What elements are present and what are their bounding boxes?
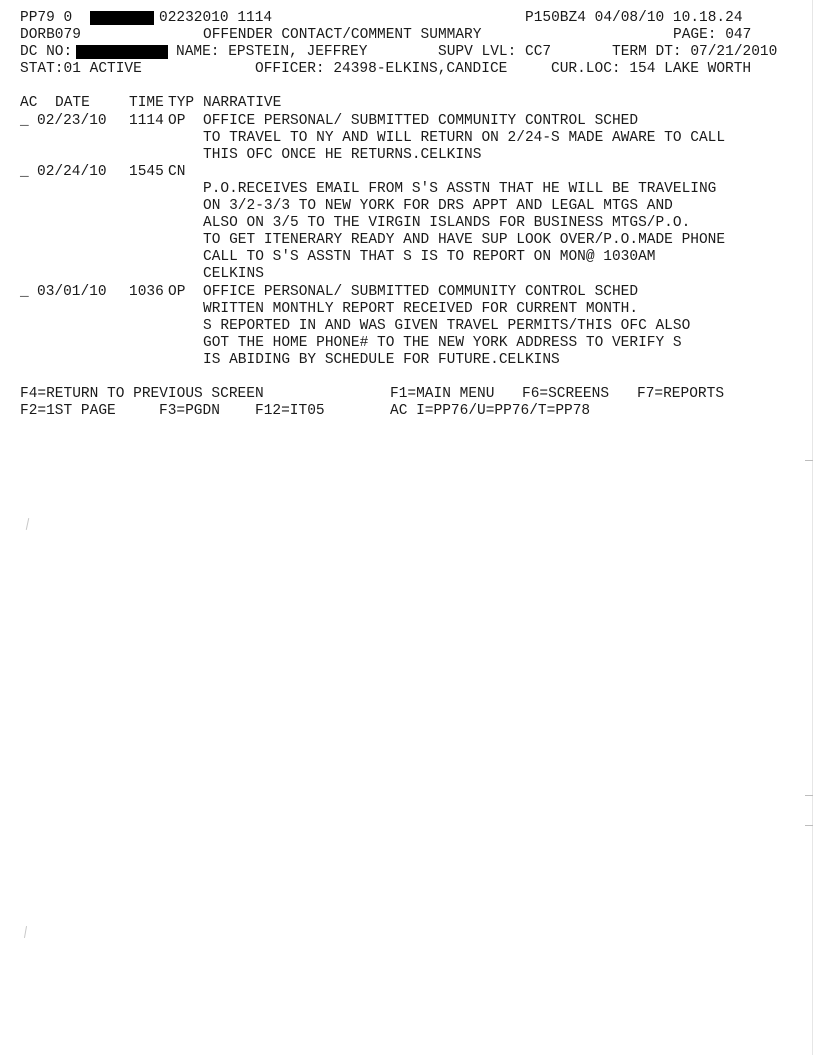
f12-it05-key[interactable]: F12=IT05: [255, 403, 325, 420]
narrative-line: IS ABIDING BY SCHEDULE FOR FUTURE.CELKINS: [203, 351, 560, 368]
narrative-line: TO TRAVEL TO NY AND WILL RETURN ON 2/24-S MADE AWARE TO CALL: [203, 129, 726, 146]
narrative-continuation: [20, 318, 800, 335]
current-location: CUR.LOC: 154 LAKE WORTH: [551, 61, 752, 78]
dc-number-label: DC NO:: [20, 44, 73, 61]
page-edge-tick: [805, 825, 813, 826]
entry-time: 1114: [129, 112, 164, 129]
f1-main-menu-key[interactable]: F1=MAIN MENU: [390, 386, 495, 403]
page-edge: [812, 0, 816, 1055]
f6-screens-key[interactable]: F6=SCREENS: [522, 386, 610, 403]
header-line-3: [20, 44, 800, 61]
narrative-continuation: [20, 232, 800, 249]
column-headers: [20, 95, 800, 112]
narrative-continuation: [20, 352, 800, 369]
job-datetime: P150BZ4 04/08/10 10.18.24: [525, 10, 743, 26]
entry-date: 02/24/10: [37, 163, 107, 180]
entry-type: CN: [168, 163, 186, 180]
action-code-field[interactable]: _: [20, 283, 29, 300]
action-code-field[interactable]: _: [20, 163, 29, 180]
screen-title: OFFENDER CONTACT/COMMENT SUMMARY: [203, 27, 482, 44]
narrative-line: S REPORTED IN AND WAS GIVEN TRAVEL PERMITS/THIS OFC ALSO: [203, 317, 691, 334]
header-line-4: [20, 61, 800, 78]
program-id: DORB079: [20, 27, 81, 44]
narrative-line: ALSO ON 3/5 TO THE VIRGIN ISLANDS FOR BUSINESS MTGS/P.O.: [203, 215, 691, 232]
narrative-continuation: [20, 198, 800, 215]
redaction-bar: [76, 45, 168, 59]
narrative-line: ON 3/2-3/3 TO NEW YORK FOR DRS APPT AND LEGAL MTGS AND: [203, 198, 673, 215]
narrative-continuation: [20, 181, 800, 198]
narrative-continuation: [20, 215, 800, 232]
entry-type: OP: [168, 112, 186, 129]
page-number: PAGE: 047: [673, 27, 752, 44]
f3-page-down-key[interactable]: F3=PGDN: [159, 403, 220, 420]
narrative-continuation: [20, 301, 800, 318]
action-code-legend: AC I=PP76/U=PP76/T=PP78: [390, 403, 591, 420]
scan-mark: [26, 518, 29, 530]
scan-mark: [24, 926, 27, 938]
narrative-continuation: [20, 266, 800, 283]
offender-name: NAME: EPSTEIN, JEFFREY: [176, 44, 368, 61]
column-header-date: DATE: [55, 95, 90, 112]
narrative-line: GOT THE HOME PHONE# TO THE NEW YORK ADDRESS TO VERIFY S: [203, 334, 682, 351]
narrative-line: WRITTEN MONTHLY REPORT RECEIVED FOR CURRENT MONTH.: [203, 300, 639, 317]
narrative-line: THIS OFC ONCE HE RETURNS.CELKINS: [203, 146, 482, 163]
page-edge-tick: [805, 795, 813, 796]
record-id: 02232010 1114: [159, 10, 273, 26]
screen-id: PP79 0: [20, 10, 73, 26]
termination-date: TERM DT: 07/21/2010: [612, 44, 778, 61]
narrative-line: OFFICE PERSONAL/ SUBMITTED COMMUNITY CONTROL SCHED: [203, 112, 639, 129]
column-header-narrative: NARRATIVE: [203, 95, 282, 112]
f7-reports-key[interactable]: F7=REPORTS: [637, 386, 725, 403]
function-keys-line-2: [20, 403, 800, 420]
action-code-field[interactable]: _: [20, 112, 29, 129]
entry-type: OP: [168, 283, 186, 300]
narrative-line: TO GET ITENERARY READY AND HAVE SUP LOOK OVER/P.O.MADE PHONE: [203, 232, 726, 249]
entry-time: 1545: [129, 163, 164, 180]
entry-date: 02/23/10: [37, 112, 107, 129]
narrative-continuation: [20, 249, 800, 266]
function-keys-line-1: [20, 386, 800, 403]
narrative-continuation: [20, 147, 800, 164]
f4-return-key[interactable]: F4=RETURN TO PREVIOUS SCREEN: [20, 386, 264, 403]
terminal-screen: [20, 10, 800, 420]
entry-time: 1036: [129, 283, 164, 300]
header-line-1: [20, 10, 800, 27]
narrative-line: P.O.RECEIVES EMAIL FROM S'S ASSTN THAT HE WILL BE TRAVELING: [203, 180, 717, 197]
table-row: [20, 113, 800, 130]
f2-first-page-key[interactable]: F2=1ST PAGE: [20, 403, 116, 420]
entry-date: 03/01/10: [37, 283, 107, 300]
narrative-line: CALL TO S'S ASSTN THAT S IS TO REPORT ON MON@ 1030AM: [203, 249, 656, 266]
narrative-line: CELKINS: [203, 266, 264, 283]
narrative-continuation: [20, 130, 800, 147]
page-edge-tick: [805, 460, 813, 461]
column-header-typ: TYP: [168, 95, 195, 112]
redaction-bar: [90, 11, 154, 25]
status: STAT:01 ACTIVE: [20, 61, 142, 78]
column-header-ac: AC: [20, 95, 38, 112]
supervision-level: SUPV LVL: CC7: [438, 44, 552, 61]
narrative-continuation: [20, 335, 800, 352]
table-row: [20, 164, 800, 181]
narrative-line: OFFICE PERSONAL/ SUBMITTED COMMUNITY CONTROL SCHED: [203, 283, 639, 300]
officer: OFFICER: 24398-ELKINS,CANDICE: [255, 61, 508, 78]
header-line-2: [20, 27, 800, 44]
table-row: [20, 284, 800, 301]
column-header-time: TIME: [129, 95, 164, 112]
